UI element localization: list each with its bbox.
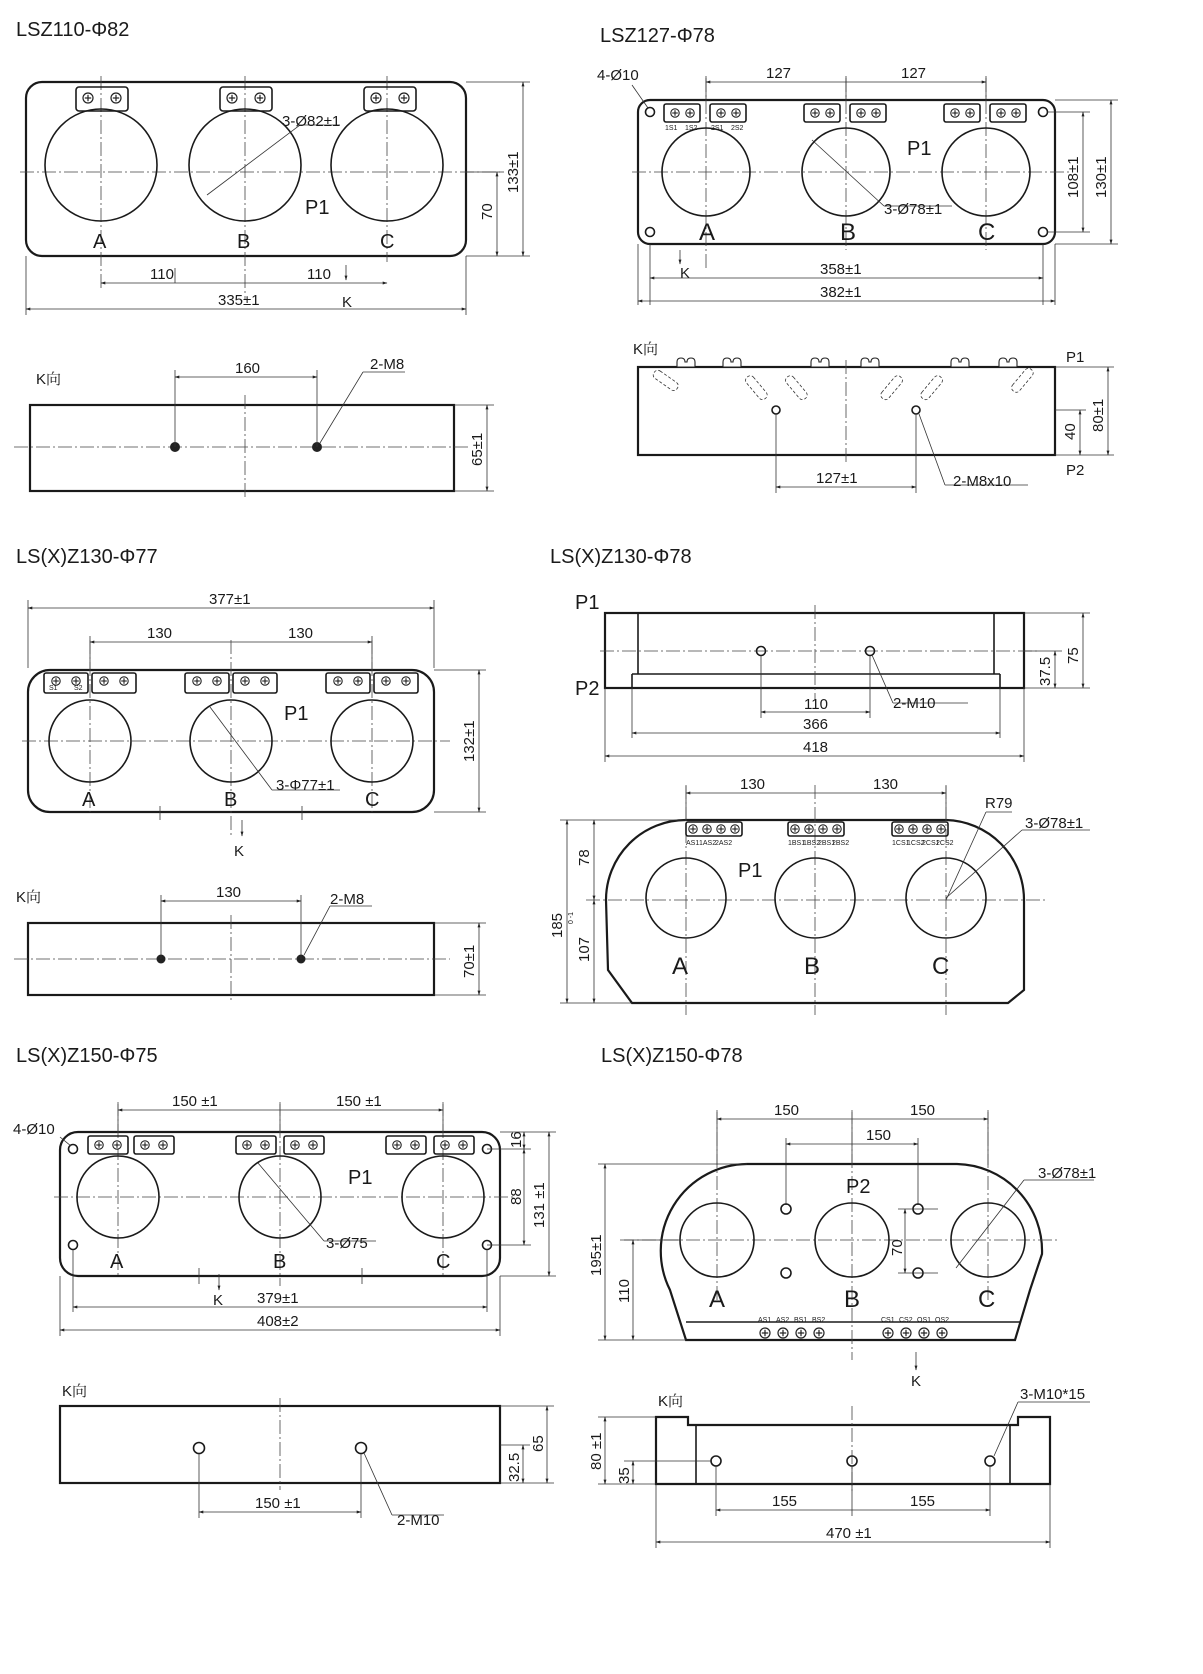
p2-label: P2 xyxy=(575,678,600,700)
p2-view-label: P2 xyxy=(1066,462,1085,479)
p1-label: P1 xyxy=(305,197,330,219)
tapped-hole-label: 2-M8x10 xyxy=(953,473,1012,490)
drawing-lsx150-75 xyxy=(13,1045,556,1529)
dim-195: 195±1 xyxy=(588,1234,605,1276)
phase-a-label: A xyxy=(709,1286,726,1313)
dim-130-b: 130 xyxy=(873,776,899,793)
dim-70: 70 xyxy=(479,203,496,220)
dim-110-b: 110 xyxy=(307,266,331,283)
diameter-label: 3-Φ77±1 xyxy=(276,777,335,794)
dim-335: 335±1 xyxy=(218,292,260,309)
dim-37-5: 37.5 xyxy=(1037,656,1054,686)
svg-text:S2: S2 xyxy=(74,685,83,692)
p1-label: P1 xyxy=(575,592,600,614)
svg-text:1CS2: 1CS2 xyxy=(907,840,925,847)
svg-text:1AS2: 1AS2 xyxy=(699,840,717,847)
terminal-block xyxy=(88,1136,474,1154)
wiring-slots xyxy=(652,367,1035,402)
dim-110: 110 xyxy=(616,1279,633,1303)
svg-text:2BS2: 2BS2 xyxy=(832,840,850,847)
dim-130: 130±1 xyxy=(1093,156,1110,198)
dim-108: 108±1 xyxy=(1065,156,1082,198)
drawing-title: LSZ110-Φ82 xyxy=(16,19,130,41)
terminal-block xyxy=(76,87,416,111)
dim-40: 40 xyxy=(1062,423,1079,440)
svg-text:AS1: AS1 xyxy=(686,840,700,847)
dim-150-c: 150 ±1 xyxy=(255,1495,301,1512)
dim-185-tol: 0 -1 xyxy=(568,911,575,924)
svg-text:2S1: 2S1 xyxy=(711,125,724,132)
dim-127-b: 127 xyxy=(901,65,927,82)
svg-text:1BS1: 1BS1 xyxy=(788,840,806,847)
phase-c-label: C xyxy=(365,789,380,811)
k-arrow-label: K xyxy=(213,1292,224,1309)
dim-70: 70 xyxy=(889,1239,906,1256)
terminal-os2: OS2 xyxy=(935,1317,950,1324)
phase-b-label: B xyxy=(273,1251,287,1273)
dim-70: 70±1 xyxy=(461,944,478,978)
dim-132: 132±1 xyxy=(461,720,478,762)
k-view-label: K向 xyxy=(633,341,659,358)
drawing-lsz110 xyxy=(14,19,530,500)
dim-150-c: 150 xyxy=(866,1127,892,1144)
dim-377: 377±1 xyxy=(209,591,251,608)
dim-65: 65±1 xyxy=(469,432,486,466)
phase-c-label: C xyxy=(978,1286,996,1313)
housing-outline xyxy=(26,82,466,256)
k-view-label: K向 xyxy=(16,889,42,906)
phase-b-label: B xyxy=(804,953,821,980)
tapped-hole-label: 2-M8 xyxy=(330,891,365,908)
mounting-holes-label: 4-Ø10 xyxy=(13,1121,55,1138)
k-view-body xyxy=(656,1417,1050,1484)
phase-a-label: A xyxy=(82,789,96,811)
k-view-body xyxy=(638,367,1055,455)
k-view-label: K向 xyxy=(658,1393,684,1410)
dim-358: 358±1 xyxy=(820,261,862,278)
dim-130-b: 130 xyxy=(288,625,314,642)
phase-b-label: B xyxy=(840,219,857,246)
dim-131: 131 ±1 xyxy=(531,1182,548,1228)
phase-c-label: C xyxy=(978,219,996,246)
svg-text:2BS1: 2BS1 xyxy=(818,840,836,847)
svg-text:1S2: 1S2 xyxy=(685,125,698,132)
p2-label: P2 xyxy=(846,1176,871,1198)
dim-155-b: 155 xyxy=(910,1493,936,1510)
terminal-bs1: BS1 xyxy=(794,1317,808,1324)
drawing-title: LSZ127-Φ78 xyxy=(600,25,715,47)
terminal-bs2: BS2 xyxy=(812,1317,826,1324)
phase-c-label: C xyxy=(932,953,950,980)
terminal-block xyxy=(686,822,948,836)
terminal-cs1: CS1 xyxy=(881,1317,895,1324)
k-arrow-label: K xyxy=(911,1373,922,1390)
diameter-label: 3-Ø75 xyxy=(326,1235,368,1252)
dim-470: 470 ±1 xyxy=(826,1525,872,1542)
drawing-title: LS(X)Z150-Φ75 xyxy=(16,1045,158,1067)
svg-text:2S2: 2S2 xyxy=(731,125,744,132)
dim-16: 16 xyxy=(508,1131,525,1148)
drawing-lsz127 xyxy=(597,25,1118,493)
dim-133: 133±1 xyxy=(505,151,522,193)
phase-b-label: B xyxy=(844,1286,861,1313)
k-view-body xyxy=(30,405,454,491)
diameter-label: 3-Ø82±1 xyxy=(282,113,341,130)
phase-b-label: B xyxy=(237,231,251,253)
tapped-hole-label: 2-M8 xyxy=(370,356,405,373)
dim-150-b: 150 xyxy=(910,1102,936,1119)
k-arrow-label: K xyxy=(680,265,691,282)
phase-a-label: A xyxy=(672,953,689,980)
dim-75: 75 xyxy=(1065,647,1082,664)
dim-155-a: 155 xyxy=(772,1493,798,1510)
dim-160: 160 xyxy=(235,360,261,377)
radius-label: R79 xyxy=(985,795,1013,812)
dim-366: 366 xyxy=(803,716,829,733)
diameter-label: 3-Ø78±1 xyxy=(1038,1165,1097,1182)
dim-127-a: 127 xyxy=(766,65,792,82)
terminal-block xyxy=(664,104,1026,122)
svg-text:S1: S1 xyxy=(49,685,58,692)
k-arrow-label: K xyxy=(234,843,245,860)
terminal-as2: AS2 xyxy=(776,1317,790,1324)
side-view-body xyxy=(605,613,1024,688)
dim-32-5: 32.5 xyxy=(506,1452,523,1482)
drawing-title: LS(X)Z150-Φ78 xyxy=(601,1045,743,1067)
phase-c-label: C xyxy=(436,1251,451,1273)
dim-130-a: 130 xyxy=(740,776,766,793)
p1-label: P1 xyxy=(348,1167,373,1189)
svg-text:1BS2: 1BS2 xyxy=(803,840,821,847)
dim-88: 88 xyxy=(508,1188,525,1205)
dim-382: 382±1 xyxy=(820,284,862,301)
diameter-label: 3-Ø78±1 xyxy=(884,201,943,218)
drawing-lsx130-78 xyxy=(549,546,1090,1015)
svg-text:2CS2: 2CS2 xyxy=(936,840,954,847)
k-view-label: K向 xyxy=(36,371,62,388)
dim-78: 78 xyxy=(576,849,593,866)
mounting-holes-label: 4-Ø10 xyxy=(597,67,639,84)
dim-408: 408±2 xyxy=(257,1313,299,1330)
dim-150-a: 150 ±1 xyxy=(172,1093,218,1110)
phase-a-label: A xyxy=(699,219,716,246)
k-arrow-label: K xyxy=(342,294,353,311)
terminal-screws xyxy=(760,1328,947,1338)
terminal-as1: AS1 xyxy=(758,1317,772,1324)
dim-80: 80 ±1 xyxy=(588,1432,605,1470)
svg-text:1S1: 1S1 xyxy=(665,125,678,132)
p1-label: P1 xyxy=(284,703,309,725)
phase-b-label: B xyxy=(224,789,238,811)
drawing-title: LS(X)Z130-Φ78 xyxy=(550,546,692,568)
svg-text:2CS1: 2CS1 xyxy=(922,840,940,847)
svg-text:1CS1: 1CS1 xyxy=(892,840,910,847)
phase-a-label: A xyxy=(110,1251,124,1273)
phase-c-label: C xyxy=(380,231,395,253)
terminal-cs2: CS2 xyxy=(899,1317,913,1324)
dim-127-c: 127±1 xyxy=(816,470,858,487)
tapped-hole-label: 2-M10 xyxy=(893,695,936,712)
drawing-title: LS(X)Z130-Φ77 xyxy=(16,546,158,568)
terminal-nuts xyxy=(677,358,1017,367)
dim-107: 107 xyxy=(576,936,593,962)
dim-130-a: 130 xyxy=(147,625,173,642)
dim-379: 379±1 xyxy=(257,1290,299,1307)
dim-185: 185 xyxy=(549,912,566,938)
p1-label: P1 xyxy=(738,860,763,882)
dim-35: 35 xyxy=(616,1467,633,1484)
dim-65: 65 xyxy=(530,1435,547,1452)
tapped-hole-label: 2-M10 xyxy=(397,1512,440,1529)
dim-418: 418 xyxy=(803,739,829,756)
phase-a-label: A xyxy=(93,231,107,253)
p1-label: P1 xyxy=(907,138,932,160)
drawing-lsx150-78 xyxy=(588,1045,1096,1548)
dim-110: 110 xyxy=(804,696,828,713)
diameter-label: 3-Ø78±1 xyxy=(1025,815,1084,832)
dim-80: 80±1 xyxy=(1090,398,1107,432)
svg-text:2AS2: 2AS2 xyxy=(715,840,733,847)
dim-150-b: 150 ±1 xyxy=(336,1093,382,1110)
p1-view-label: P1 xyxy=(1066,349,1085,366)
k-view-label: K向 xyxy=(62,1383,88,1400)
dim-130-c: 130 xyxy=(216,884,242,901)
dim-110-a: 110 xyxy=(150,266,174,283)
terminal-os1: OS1 xyxy=(917,1317,932,1324)
drawing-lsx130-77 xyxy=(14,546,486,1003)
dim-150-a: 150 xyxy=(774,1102,800,1119)
tapped-hole-label: 3-M10*15 xyxy=(1020,1386,1086,1403)
